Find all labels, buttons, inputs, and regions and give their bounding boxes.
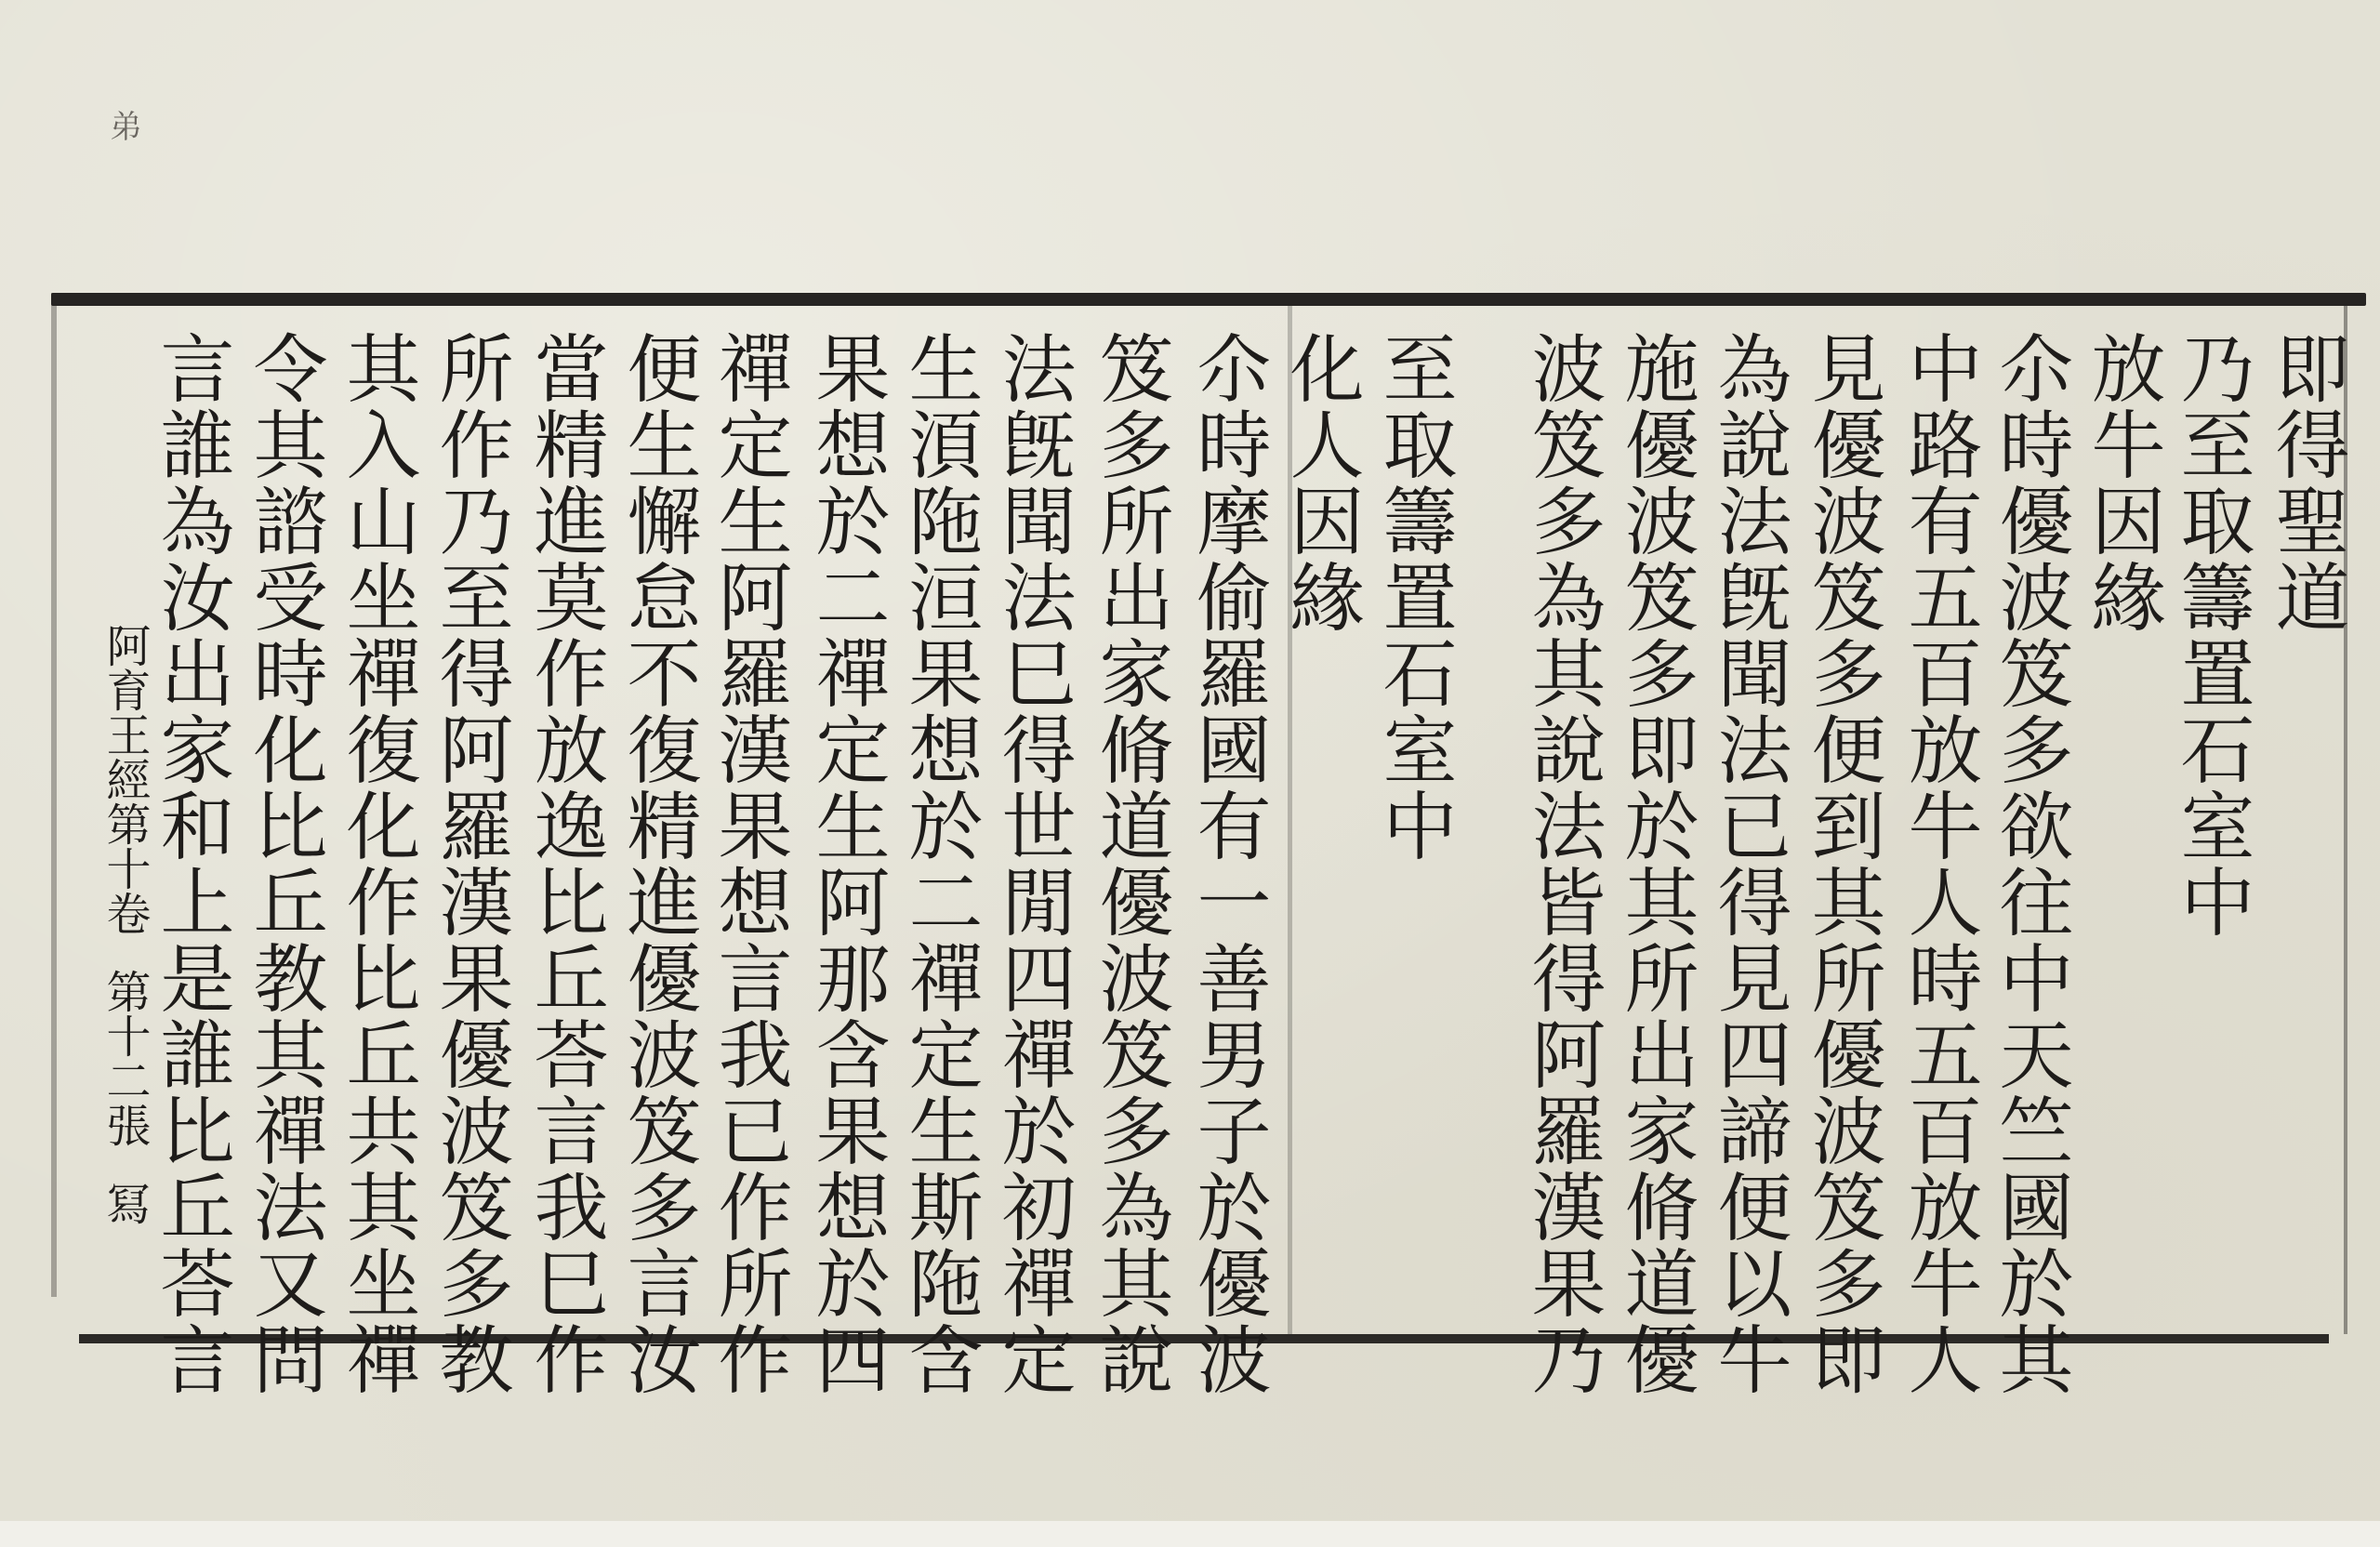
- text-column: 果想於二禪定生阿那含果想於四: [803, 330, 890, 1397]
- frame-left-border: [51, 293, 57, 1297]
- text-column: 言誰為汝出家和上是誰比丘荅言: [148, 330, 234, 1397]
- text-column: 令其諮受時化比丘教其禪法又問: [241, 330, 327, 1397]
- text-column: 化人因緣: [1277, 330, 1364, 635]
- colophon-scribe: 冩: [99, 1181, 151, 1225]
- printed-block: [51, 293, 2366, 1397]
- text-column: 其入山坐禪復化作比丘共其坐禪: [334, 330, 420, 1397]
- text-column: 當精進莫作放逸比丘荅言我巳作: [522, 330, 608, 1397]
- text-column: 禪定生阿羅漢果想言我已作所作: [706, 330, 792, 1397]
- frame-top-border: [51, 293, 2366, 306]
- text-column: 笈多所出家脩道優波笈多為其說: [1087, 330, 1173, 1397]
- text-column: 生湏陁洹果想於二禪定生斯陁含: [896, 330, 983, 1397]
- margin-mark: 弟: [104, 110, 141, 141]
- text-column: 施優波笈多即於其所出家脩道優: [1612, 330, 1699, 1397]
- text-column: 尒時優波笈多欲往中天竺國於其: [1987, 330, 2073, 1397]
- bottom-edge: [0, 1521, 2380, 1547]
- text-column: 法旣聞法巳得世閒四禪於初禪定: [989, 330, 1076, 1397]
- text-column: 中路有五百放牛人時五百放牛人: [1896, 330, 1982, 1397]
- text-column: 便生懈怠不復精進優波笈多言汝: [615, 330, 701, 1397]
- text-column: 為說法旣聞法已得見四諦便以牛: [1705, 330, 1792, 1397]
- colophon-page: 第十二張: [99, 969, 151, 1147]
- text-column: 見優波笈多便到其所優波笈多即: [1799, 330, 1885, 1397]
- text-column: 波笈多為其說法皆得阿羅漢果乃: [1519, 330, 1606, 1397]
- text-column: 所作乃至得阿羅漢果優波笈多教: [427, 330, 513, 1397]
- text-column: 放牛因緣: [2079, 330, 2165, 635]
- text-column: 尒時摩偷羅國有一善男子於優波: [1184, 330, 1271, 1397]
- text-column: 乃至取籌置石室中: [2168, 330, 2254, 940]
- text-column: 至取籌置石室中: [1370, 330, 1457, 864]
- colophon: [99, 623, 151, 1225]
- text-column: 即得聖道: [2263, 330, 2349, 635]
- colophon-title: 阿育王經第十卷: [99, 623, 151, 935]
